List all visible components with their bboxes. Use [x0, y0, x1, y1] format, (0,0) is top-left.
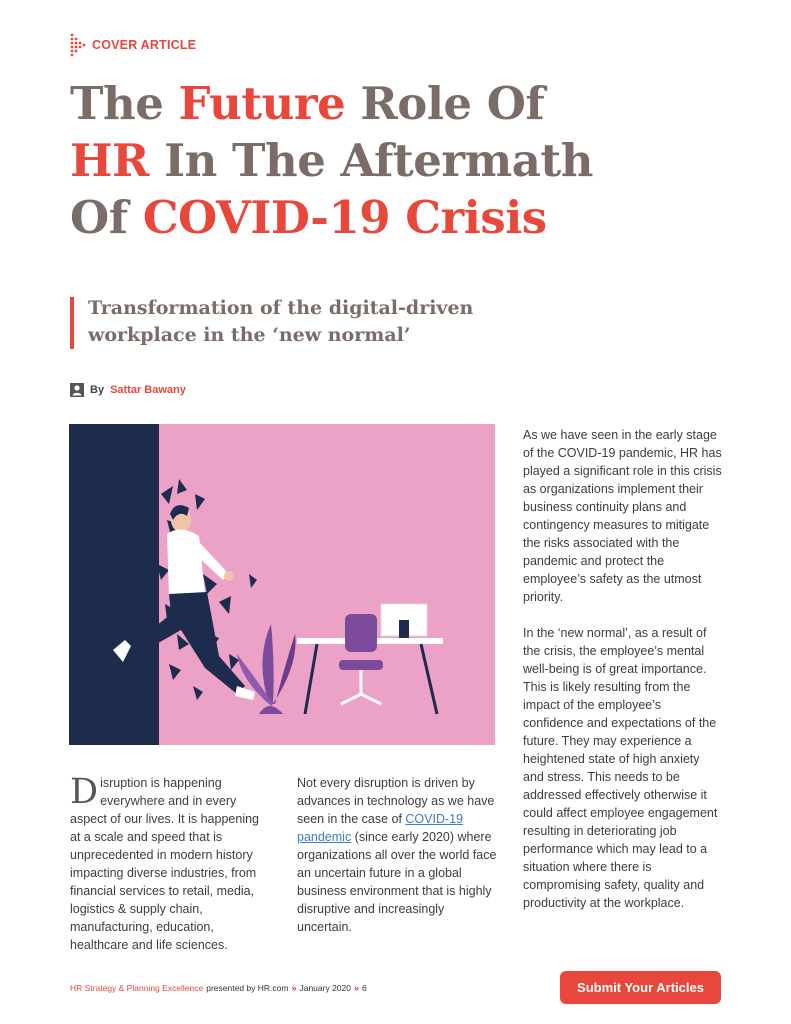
- title-highlight: COVID-19 Crisis: [142, 191, 547, 244]
- section-kicker: [70, 33, 196, 57]
- page-footer: [70, 983, 367, 993]
- covid-pandemic-link[interactable]: COVID-19 pandemic: [297, 812, 464, 844]
- issue-date: January 2020: [299, 983, 351, 993]
- arrow-dots-icon: [70, 33, 86, 57]
- chevron-right-icon: »: [353, 983, 359, 993]
- body-text: (since early 2020) where organizations all over the world face an uncertain future in a global business environment that is highly disruptive and increasingly uncertain.: [297, 830, 497, 934]
- submit-articles-button[interactable]: Submit Your Articles: [560, 971, 721, 1004]
- subtitle-accent-bar: [70, 297, 74, 349]
- presented-by: presented by HR.com: [206, 983, 289, 993]
- title-highlight: HR: [70, 134, 149, 187]
- hero-illustration: [69, 424, 495, 745]
- navy-wall: [69, 424, 159, 745]
- title-text: In The Aftermath: [148, 134, 593, 187]
- drop-cap: D: [70, 772, 99, 812]
- article-subtitle: [88, 295, 568, 349]
- title-highlight: Future: [178, 77, 346, 130]
- title-text: Of: [70, 191, 143, 244]
- publication-name: HR Strategy & Planning Excellence: [70, 983, 204, 993]
- subtitle-line: Transformation of the digital-driven: [88, 297, 474, 319]
- article-title: [70, 75, 710, 246]
- body-column-2: [297, 774, 497, 936]
- body-paragraph: In the ‘new normal’, as a result of the crisis, the employee’s mental well-being is of great importance. This is likely resulting from the impact of the employee’s confidence and expectations of the future. They may experience a heightened state of high anxiety and stress. This needs to be addressed effectively otherwise it could affect employee engagement resulting in deteriorating job performance which may lead to a situation where there is compromising safety, quality and productivity at the workplace.: [523, 626, 718, 910]
- byline: [70, 383, 186, 397]
- title-text: The: [70, 77, 179, 130]
- byline-prefix: By: [90, 384, 105, 396]
- body-column-3: [523, 426, 723, 930]
- body-text: isruption is happening everywhere and in every aspect of our lives. It is happening at a scale and speed that is unprecedented in modern history impacting diverse industries, from financial services to retail, media, logistics & supply chain, manufacturing, education, healthcare and life sciences.: [70, 776, 260, 952]
- title-text: Role Of: [345, 77, 545, 130]
- page-number: 6: [362, 983, 367, 993]
- author-icon: [70, 383, 84, 397]
- body-text: Not every disruption is driven by advances in technology as we have seen in the case of: [297, 776, 495, 826]
- kicker-label: COVER ARTICLE: [92, 38, 197, 52]
- subtitle-line: workplace in the ‘new normal’: [88, 324, 411, 346]
- body-paragraph: As we have seen in the early stage of the COVID-19 pandemic, HR has played a significant role in this crisis as organizations implement their business continuity plans and contingency measures to mitigate the risks associated with the pandemic and protect the employee’s safety as the utmost priority.: [523, 428, 722, 604]
- author-name[interactable]: Sattar Bawany: [110, 384, 186, 396]
- chevron-right-icon: »: [291, 983, 297, 993]
- body-column-1: [70, 774, 270, 954]
